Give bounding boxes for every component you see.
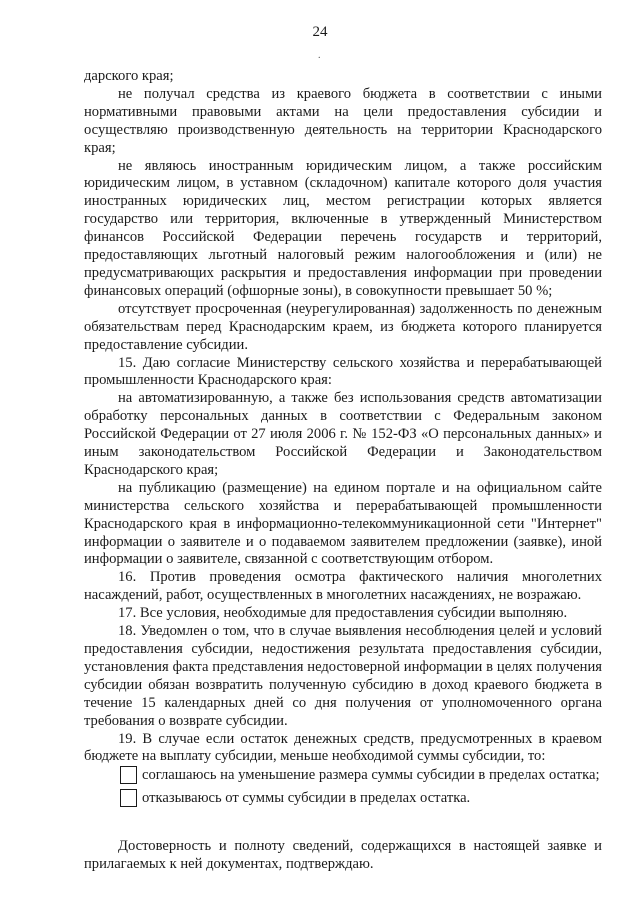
clause-19: 19. В случае если остаток денежных средств, предусмотренных в краевом бюджете на выплату субсидии, меньше необходимой суммы субсидии, то: — [84, 730, 602, 765]
option-refuse — [84, 789, 602, 808]
option-agree-label: соглашаюсь на уменьшение размера суммы субсидии в пределах остатка; — [142, 767, 600, 784]
paragraph: дарского края; — [84, 68, 174, 84]
paragraph: не являюсь иностранным юридическим лицом, а также российским юридическим лицом, в уставном (складочном) капитале которого доля участия иностранных юридических лиц, местом регистрации которых является государство или территория, включенные в утвержденный Министерством финансов Российской Федерации перечень государств и территорий, предоставляющих льготный налоговый режим налогообложения и (или) не предусматривающих раскрытия и предоставления информации при проведении финансовых операций (офшорные зоны), в совокупности превышает 50 %; — [84, 157, 602, 299]
clause-18: 18. Уведомлен о том, что в случае выявления несоблюдения целей и условий предоставления субсидии, недостижения результата предоставления субсидии, установления факта представления недостоверной информации в целях получения субсидии обязан возвратить полученную субсидию в доход краевого бюджета в течение 15 календарных дней со дня получения от уполномоченного органа требования о возврате субсидии. — [84, 623, 602, 729]
refuse-checkbox[interactable] — [120, 789, 137, 807]
paragraph: на автоматизированную, а также без использования средств автоматизации обработку персональных данных в соответствии с Федеральным законом Российской Федерации от 27 июля 2006 г. № 152-ФЗ «О персональных данных» и иным законодательством Российской Федерации и Законодательством Краснодарского края; — [84, 390, 602, 478]
agree-checkbox[interactable] — [120, 766, 137, 784]
document-body — [84, 68, 602, 874]
paragraph: не получал средства из краевого бюджета в соответствии с иными нормативными правовыми актами на цели предоставления субсидии и осуществляю производственную деятельность на территории Краснодарского края; — [84, 85, 602, 156]
page-number: 24 — [312, 24, 328, 40]
clause-16: 16. Против проведения осмотра фактического наличия многолетних насаждений, работ, осуществленных в многолетних насаждениях, не возражаю. — [84, 569, 602, 604]
option-refuse-label: отказываюсь от суммы субсидии в пределах остатка. — [142, 790, 471, 807]
scan-dot: . — [318, 50, 321, 61]
closing-statement: Достоверность и полноту сведений, содержащихся в настоящей заявке и прилагаемых к ней документах, подтверждаю. — [84, 838, 602, 873]
clause-17: 17. Все условия, необходимые для предоставления субсидии выполняю. — [118, 605, 568, 622]
clause-15: 15. Даю согласие Министерству сельского хозяйства и перерабатывающей промышленности Краснодарского края: — [84, 354, 602, 389]
paragraph: отсутствует просроченная (неурегулированная) задолженность по денежным обязательствам перед Краснодарским краем, из бюджета которого планируется предоставление субсидии. — [84, 300, 602, 353]
option-agree — [84, 766, 602, 785]
paragraph: на публикацию (размещение) на едином портале и на официальном сайте министерства сельского хозяйства и перерабатывающей промышленности Краснодарского края в информационно-телекоммуникационной сети "Интернет" информации о заявителе и о подаваемом заявителем предложении (заявке), иной информации о заявителе, связанной с соответствующим отбором. — [84, 479, 602, 568]
